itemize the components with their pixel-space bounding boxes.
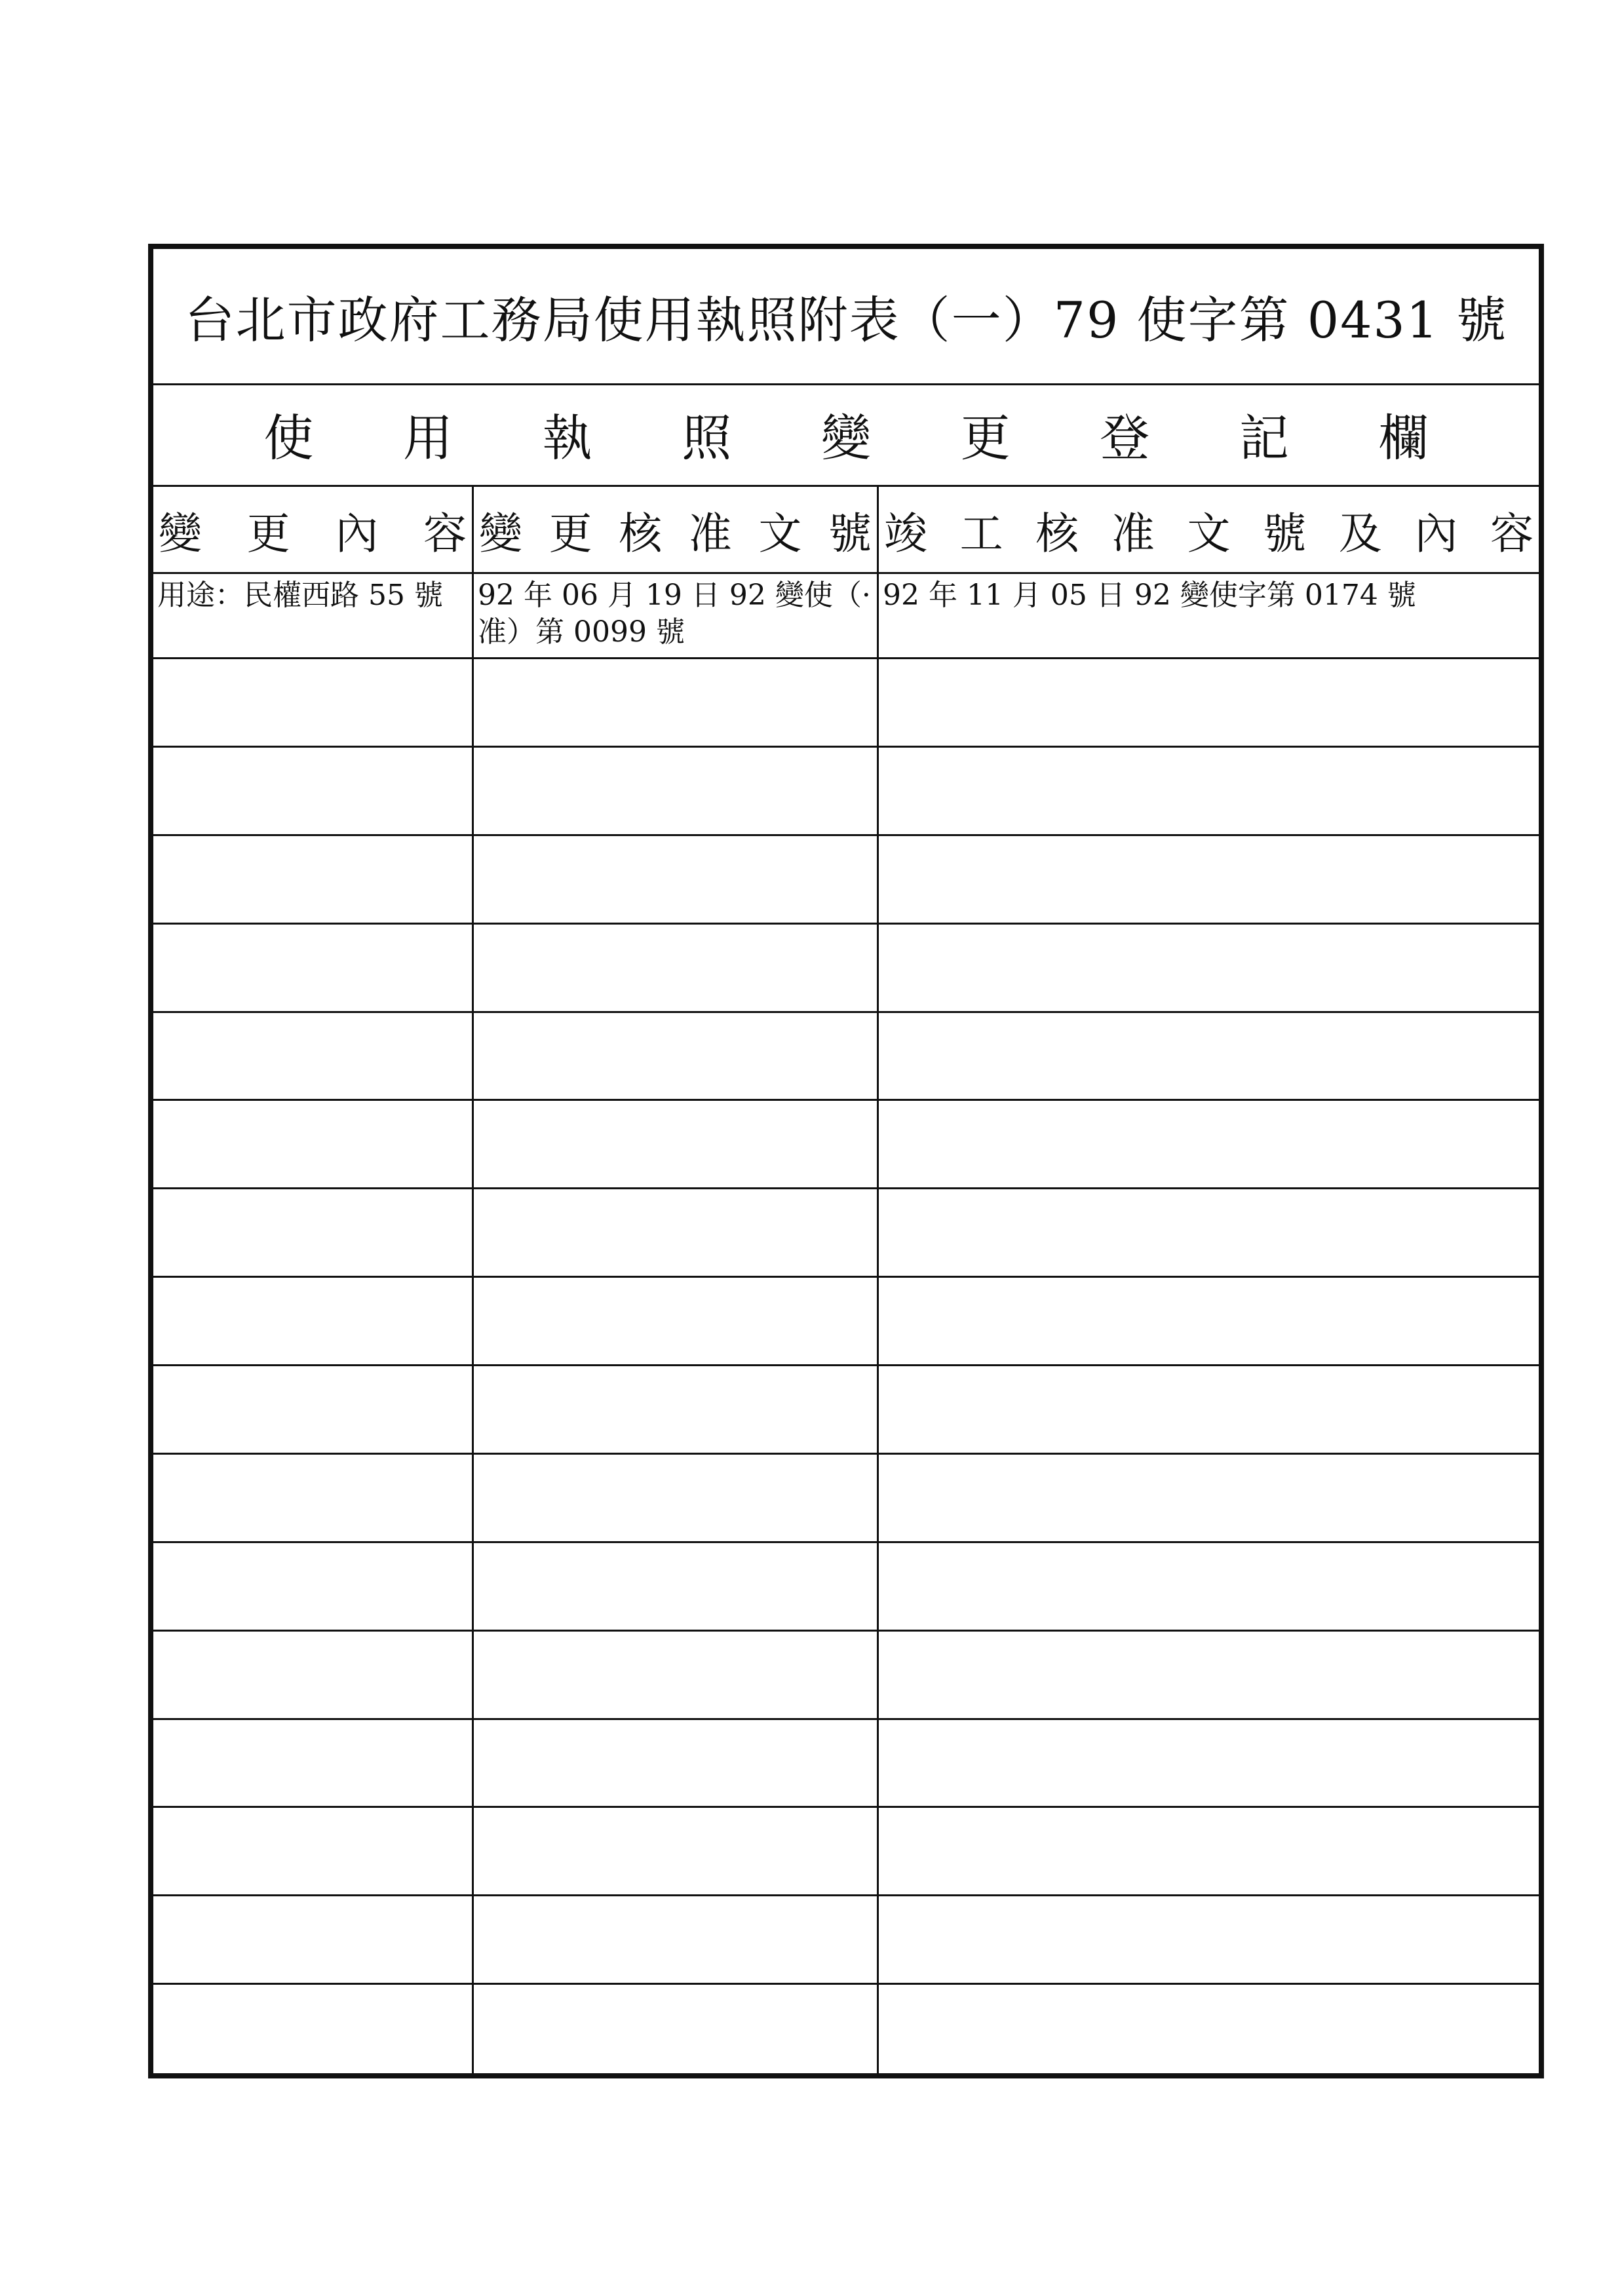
empty-table-row <box>153 748 1539 836</box>
header-char: 內 <box>335 508 379 559</box>
section-heading <box>153 383 1539 487</box>
heading-char: 用 <box>402 409 453 467</box>
license-form <box>148 244 1544 2078</box>
header-char: 竣 <box>884 508 927 559</box>
change-content-cell: 用途：民權西路 55 號 <box>157 579 443 612</box>
header-char: 准 <box>688 508 732 559</box>
header-char: 容 <box>1490 508 1533 559</box>
column-header-row <box>153 487 1539 574</box>
heading-char: 登 <box>1100 409 1150 467</box>
heading-char: 欄 <box>1378 409 1429 467</box>
empty-table-row <box>153 1985 1539 2071</box>
change-approval-cell: 92 年 06 月 19 日 92 變使（·准）第 0099 號 <box>478 579 871 649</box>
column-header-change-content <box>153 487 472 572</box>
header-char: 更 <box>246 508 290 559</box>
header-char: 文 <box>1187 508 1231 559</box>
form-title: 台北市政府工務局使用執照附表（一）79 使字第 0431 號 <box>153 249 1539 385</box>
empty-table-row <box>153 1189 1539 1278</box>
empty-table-row <box>153 1896 1539 1985</box>
column-header-change-approval <box>474 487 877 572</box>
heading-char: 照 <box>682 409 732 467</box>
empty-table-row <box>153 1720 1539 1808</box>
empty-table-row <box>153 659 1539 748</box>
empty-table-row <box>153 925 1539 1013</box>
heading-char: 使 <box>263 409 314 467</box>
completion-approval-cell: 92 年 11 月 05 日 92 變使字第 0174 號 <box>883 579 1416 612</box>
header-char: 號 <box>1263 508 1307 559</box>
header-char: 變 <box>479 508 522 559</box>
empty-table-row <box>153 1455 1539 1543</box>
header-char: 容 <box>423 508 467 559</box>
header-char: 號 <box>828 508 872 559</box>
header-char: 文 <box>758 508 802 559</box>
header-char: 工 <box>959 508 1003 559</box>
empty-table-row <box>153 1101 1539 1189</box>
heading-char: 記 <box>1239 409 1289 467</box>
empty-table-row <box>153 836 1539 925</box>
header-char: 變 <box>159 508 202 559</box>
empty-table-row <box>153 1013 1539 1101</box>
empty-table-row <box>153 1632 1539 1720</box>
column-header-completion-approval <box>879 487 1539 572</box>
header-char: 更 <box>549 508 592 559</box>
header-char: 核 <box>1035 508 1079 559</box>
heading-char: 更 <box>960 409 1011 467</box>
empty-table-row <box>153 1366 1539 1455</box>
header-char: 准 <box>1111 508 1155 559</box>
empty-table-row <box>153 1278 1539 1366</box>
header-char: 核 <box>619 508 663 559</box>
heading-char: 執 <box>542 409 592 467</box>
header-char: 及 <box>1338 508 1382 559</box>
header-char: 內 <box>1414 508 1458 559</box>
heading-char: 變 <box>820 409 871 467</box>
empty-table-row <box>153 1543 1539 1632</box>
empty-table-row <box>153 1808 1539 1896</box>
table-row <box>153 572 1539 659</box>
